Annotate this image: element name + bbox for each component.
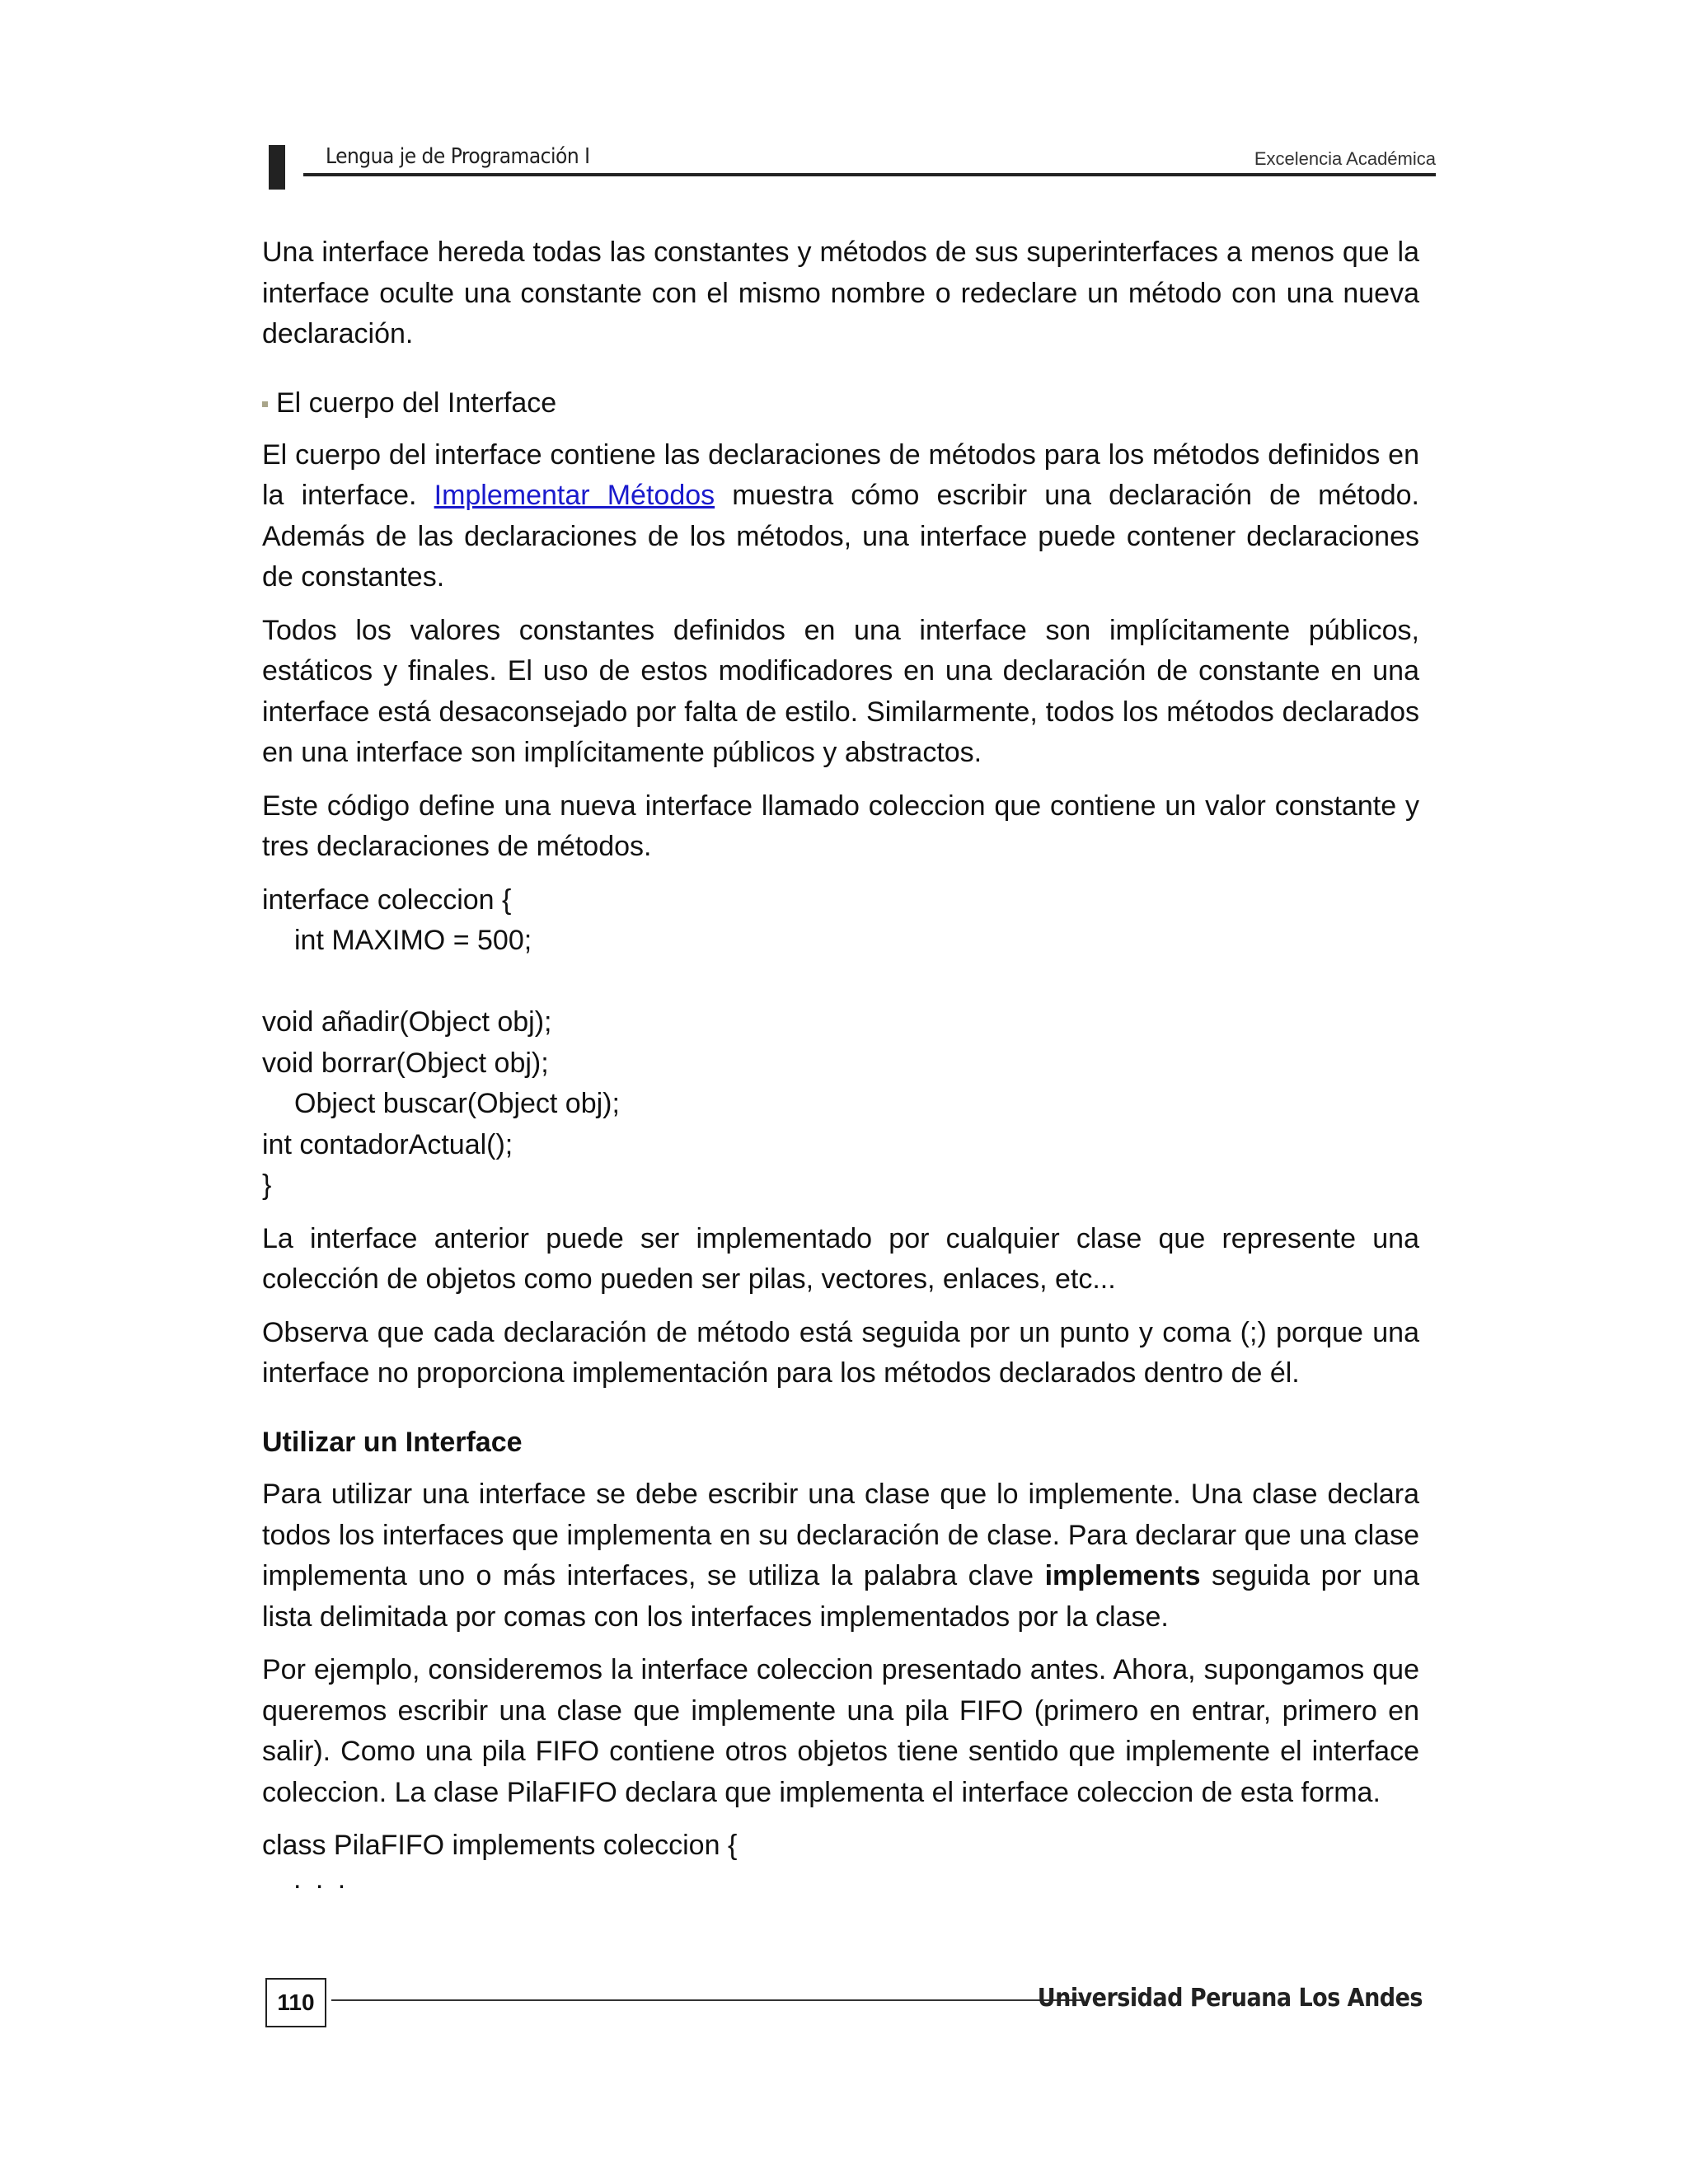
code-line: int contadorActual(); xyxy=(262,1128,513,1160)
body-paragraph: Por ejemplo, consideremos la interface coleccion presentado antes. Ahora, supongamos que queremos escribir una clase que implemente una pila FIFO (primero en entrar, primero en salir). Como una pila FIFO contiene otros objetos tiene sentido que implemente el interface coleccion. La clase PilaFIFO declara que implementa el interface coleccion de esta forma. xyxy=(262,1654,1419,1808)
code-line: interface coleccion { xyxy=(262,883,512,916)
header-tagline: Excelencia Académica xyxy=(1254,148,1436,169)
code-line: Object buscar(Object obj); xyxy=(294,1088,620,1119)
implementar-metodos-link[interactable]: Implementar Métodos xyxy=(434,480,715,511)
code-line xyxy=(262,962,1419,1003)
section-heading-text: El cuerpo del Interface xyxy=(276,387,557,419)
page-content xyxy=(262,232,1419,1904)
body-paragraph xyxy=(262,435,1419,598)
section-heading-utilizar: Utilizar un Interface xyxy=(262,1426,523,1458)
code-line: void añadir(Object obj); xyxy=(262,1006,552,1038)
code-line: int MAXIMO = 500; xyxy=(294,925,532,956)
code-line: } xyxy=(262,1169,272,1201)
body-paragraph xyxy=(262,1474,1419,1638)
text-run: El cuerpo del interface contiene las declaraciones de métodos para los métodos definidos en la interface. xyxy=(262,438,1419,511)
code-line: void borrar(Object obj); xyxy=(262,1047,549,1079)
text-run: seguida por una lista delimitada por comas con los interfaces implementados por la clase. xyxy=(262,1560,1419,1633)
header-rule xyxy=(303,173,1436,176)
code-line: class PilaFIFO implements coleccion { xyxy=(262,1830,738,1861)
keyword-implements: implements xyxy=(1044,1560,1201,1591)
body-paragraph: Todos los valores constantes definidos en una interface son implícitamente públicos, estáticos y finales. El uso de estos modificadores en una declaración de constante en una interface está desaconsejado por falta de estilo. Similarmente, todos los métodos declarados en una interface son implícitamente públicos y abstractos. xyxy=(262,614,1419,768)
text-run: muestra cómo escribir una declaración de método. Además de las declaraciones de los métodos, una interface puede contener declaraciones de constantes. xyxy=(262,480,1419,593)
code-block-class xyxy=(262,1825,1419,1895)
page-number: 110 xyxy=(265,1978,326,2027)
code-ellipsis: . . . xyxy=(293,1863,349,1895)
footer-rule xyxy=(331,1999,1081,2001)
footer-university: Universidad Peruana Los Andes xyxy=(1037,1984,1423,2013)
header-marker xyxy=(269,145,285,190)
text-run: Para utilizar una interface se debe escribir una clase que lo implemente. Una clase declara todos los interfaces que implementa en su declaración de clase. Para declarar que una clase implementa uno o más interfaces, se utiliza la palabra clave xyxy=(262,1479,1419,1591)
body-paragraph: Observa que cada declaración de método está seguida por un punto y coma (;) porque una interface no proporciona implementación para los métodos declarados dentro de él. xyxy=(262,1316,1419,1389)
code-block-interface xyxy=(262,880,1419,1207)
intro-paragraph: Una interface hereda todas las constantes y métodos de sus superinterfaces a menos que la interface oculte una constante con el mismo nombre o redeclare un método con una nueva declaración. xyxy=(262,237,1419,349)
section-heading-cuerpo xyxy=(262,383,1419,424)
bullet-square-icon xyxy=(262,401,268,407)
header-title: Lengua je de Programación I xyxy=(326,144,590,169)
body-paragraph: La interface anterior puede ser implementado por cualquier clase que represente una colección de objetos como pueden ser pilas, vectores, enlaces, etc... xyxy=(262,1222,1419,1295)
body-paragraph: Este código define una nueva interface llamado coleccion que contiene un valor constante y tres declaraciones de métodos. xyxy=(262,790,1419,862)
